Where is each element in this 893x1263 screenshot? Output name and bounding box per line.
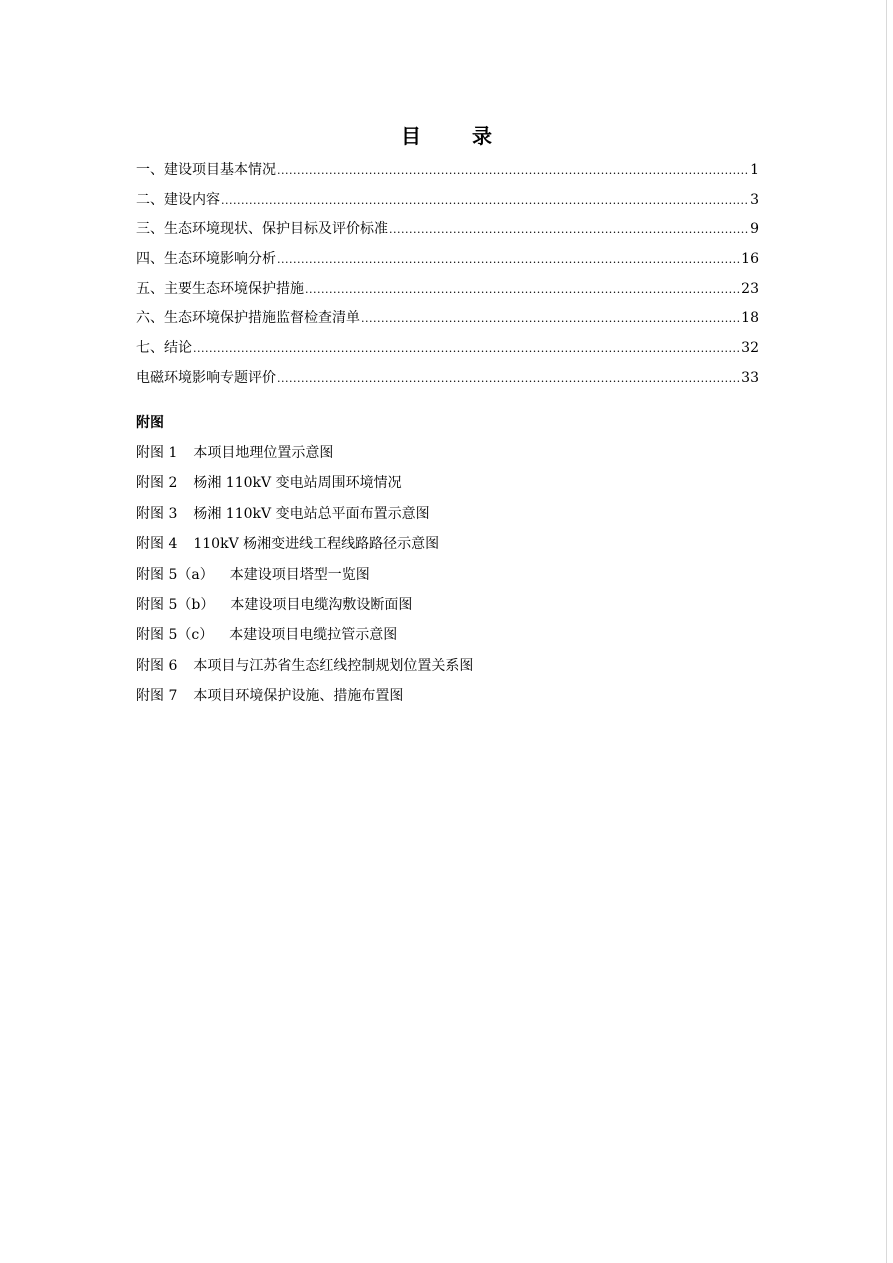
- appendix-item-id: 附图 7: [136, 688, 178, 705]
- toc-entry-page: 1: [750, 162, 759, 178]
- toc-entry-page: 23: [741, 280, 759, 297]
- appendix-item-text: 110kV 杨湘变进线工程线路路径示意图: [193, 536, 440, 553]
- appendix-list: [136, 440, 759, 714]
- toc-entry-page: 16: [741, 251, 759, 268]
- toc-entry-label: 五、主要生态环境保护措施: [136, 280, 304, 297]
- appendix-item-text: 本项目地理位置示意图: [193, 445, 334, 461]
- toc-leader-dots: [277, 158, 749, 184]
- toc-entry[interactable]: [136, 365, 759, 395]
- appendix-item-text: 本项目环境保护设施、措施布置图: [193, 688, 404, 705]
- toc-entry-page: 9: [750, 221, 759, 238]
- appendix-item-text: 本项目与江苏省生态红线控制规划位置关系图: [193, 657, 474, 674]
- toc-entry[interactable]: [136, 187, 759, 217]
- toc-leader-dots: [305, 277, 740, 303]
- page-edge-line: [886, 0, 887, 1263]
- appendix-item: [136, 653, 759, 683]
- toc-entry[interactable]: [136, 276, 759, 306]
- toc-entry-label: 二、建设内容: [136, 191, 220, 208]
- toc-entry[interactable]: [136, 246, 759, 276]
- toc-entry-label: 电磁环境影响专题评价: [136, 369, 276, 386]
- toc-entry-page: 3: [750, 191, 759, 208]
- table-of-contents: [136, 157, 759, 395]
- appendix-item: [136, 622, 759, 652]
- appendix-item-id: 附图 4: [136, 536, 178, 553]
- toc-entry-label: 四、生态环境影响分析: [136, 251, 276, 268]
- appendix-item-text: 本建设项目电缆拉管示意图: [229, 627, 398, 644]
- toc-entry[interactable]: [136, 335, 759, 365]
- toc-entry-page: 18: [741, 310, 759, 327]
- appendix-item-text: 杨湘 110kV 变电站周围环境情况: [193, 475, 402, 492]
- appendix-item: [136, 562, 759, 592]
- toc-entry-page: 33: [741, 369, 759, 386]
- appendix-item-id: 附图 2: [136, 475, 178, 492]
- appendix-item: [136, 592, 759, 622]
- toc-entry-label: 一、建设项目基本情况: [136, 162, 276, 178]
- appendix-item-text: 本建设项目电缆沟敷设断面图: [230, 596, 413, 613]
- appendix-item-id: 附图 6: [136, 657, 178, 674]
- toc-entry[interactable]: [136, 157, 759, 187]
- toc-leader-dots: [221, 188, 749, 214]
- toc-entry-page: 32: [741, 340, 759, 357]
- page-title: 目 录: [401, 124, 514, 148]
- appendix-item: [136, 683, 759, 713]
- toc-leader-dots: [389, 217, 749, 243]
- toc-entry-label: 七、结论: [136, 340, 192, 357]
- appendix-item-id: 附图 1: [136, 445, 178, 461]
- toc-entry[interactable]: [136, 216, 759, 246]
- appendix-item-id: 附图 3: [136, 505, 178, 522]
- appendix-item: [136, 531, 759, 561]
- appendix-item-id: 附图 5（a）: [136, 566, 214, 583]
- appendix-item: [136, 470, 759, 500]
- toc-leader-dots: [277, 366, 740, 392]
- appendix-item: [136, 440, 759, 470]
- appendix-item-text: 杨湘 110kV 变电站总平面布置示意图: [193, 505, 430, 522]
- appendix-item-id: 附图 5（b）: [136, 596, 215, 613]
- appendix-item-id: 附图 5（c）: [136, 627, 214, 644]
- toc-entry[interactable]: [136, 305, 759, 335]
- toc-leader-dots: [193, 336, 740, 362]
- toc-entry-label: 三、生态环境现状、保护目标及评价标准: [136, 221, 388, 238]
- appendix-item-text: 本建设项目塔型一览图: [229, 566, 370, 583]
- appendix-heading: 附图: [136, 415, 164, 431]
- toc-entry-label: 六、生态环境保护措施监督检查清单: [136, 310, 360, 327]
- appendix-item: [136, 501, 759, 531]
- toc-leader-dots: [361, 306, 740, 332]
- toc-leader-dots: [277, 247, 740, 273]
